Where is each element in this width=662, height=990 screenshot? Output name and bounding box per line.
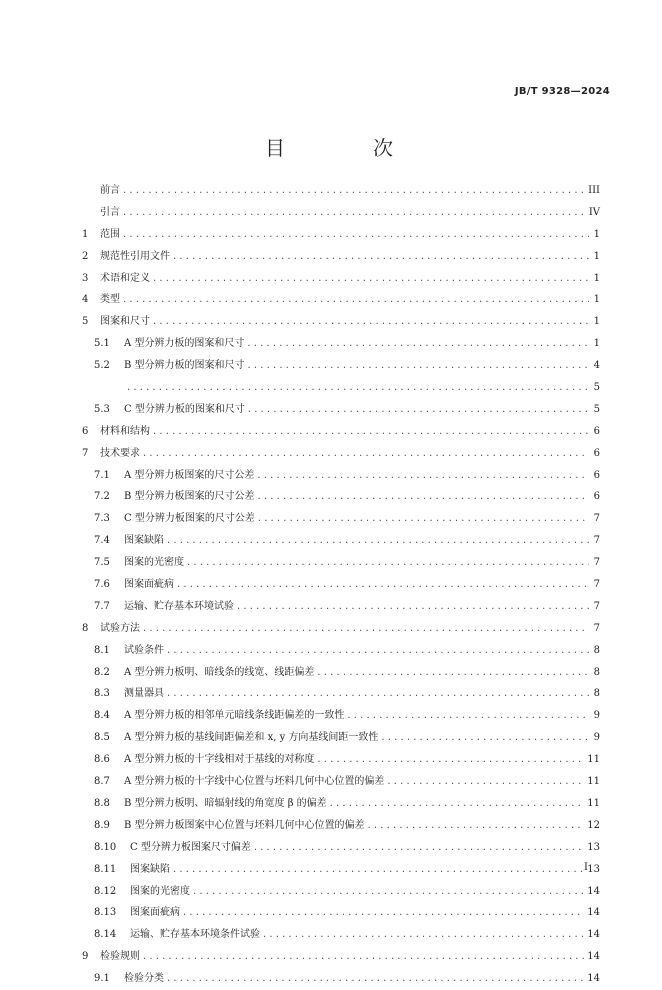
toc-entry-number: 5 [82, 316, 89, 328]
toc-entry-label: A 型分辨力板的十字线相对于基线的对称度 [124, 754, 315, 766]
toc-entry-page: 6 [593, 425, 600, 437]
toc-entry-label: 检验规则 [100, 951, 140, 963]
toc-entry[interactable] [82, 705, 600, 727]
toc-entry-number: 7.2 [94, 491, 110, 503]
table-of-contents [82, 180, 600, 990]
toc-entry-page: 11 [587, 776, 600, 788]
toc-entry-page: 5 [593, 403, 600, 415]
dot-leader [368, 815, 585, 837]
toc-entry-number: 8.3 [94, 688, 110, 700]
toc-entry[interactable] [82, 552, 600, 574]
toc-entry-page: 7 [593, 622, 600, 634]
toc-entry-number: 8.5 [94, 732, 110, 744]
toc-entry-label: B 型分辨力板明、暗辐射线的角宽度 β 的偏差 [124, 797, 327, 809]
toc-entry-page: 14 [587, 885, 600, 897]
toc-entry-page: 1 [593, 228, 600, 240]
toc-entry-page: 11 [587, 797, 600, 809]
toc-entry-number: 8 [82, 622, 89, 634]
toc-entry[interactable] [82, 530, 600, 552]
toc-entry-page: 5 [593, 382, 600, 394]
toc-entry[interactable] [82, 246, 600, 268]
dot-leader [143, 443, 589, 465]
dot-leader [187, 552, 589, 574]
toc-entry[interactable] [82, 618, 600, 640]
toc-entry[interactable] [82, 486, 600, 508]
dot-leader [173, 246, 589, 268]
toc-entry-page: 6 [593, 469, 600, 481]
toc-entry-number: 5.3 [94, 403, 110, 415]
dot-leader [143, 946, 584, 968]
toc-entry[interactable] [82, 683, 600, 705]
toc-entry-number: 5.1 [94, 338, 110, 350]
toc-entry[interactable] [82, 508, 600, 530]
toc-entry[interactable] [82, 443, 600, 465]
dot-leader [347, 705, 589, 727]
dot-leader [263, 924, 584, 946]
dot-leader [153, 311, 589, 333]
toc-entry-number: 8.12 [94, 885, 117, 897]
toc-entry[interactable] [82, 924, 600, 946]
toc-entry-label: A 型分辨力板的十字线中心位置与坯料几何中心位置的偏差 [124, 776, 385, 788]
dot-leader [123, 180, 585, 202]
toc-entry-page: 11 [587, 754, 600, 766]
toc-entry-page: 14 [587, 951, 600, 963]
toc-entry-label: 前言 [100, 185, 120, 196]
dot-leader [123, 202, 586, 224]
toc-entry-page: 1 [593, 294, 600, 306]
toc-entry-label: 图案和尺寸 [100, 316, 150, 328]
dot-leader [167, 530, 589, 552]
dot-leader [257, 465, 589, 487]
toc-entry-number: 8.4 [94, 710, 110, 722]
toc-entry-label: 运输、贮存基本环境试验 [124, 600, 234, 612]
toc-entry[interactable] [82, 289, 600, 311]
toc-entry-label: 图案缺陷 [130, 863, 170, 875]
dot-leader [167, 683, 589, 705]
toc-entry-number: 5.2 [94, 360, 110, 372]
toc-entry-number: 7.5 [94, 557, 110, 569]
toc-entry-label: 试验条件 [124, 644, 164, 656]
toc-entry[interactable] [82, 771, 600, 793]
toc-entry-label: A 型分辨力板图案的尺寸公差 [124, 469, 255, 481]
toc-entry[interactable] [82, 202, 600, 224]
toc-entry-page: 14 [587, 907, 600, 919]
toc-entry-page: 14 [587, 929, 600, 941]
toc-entry-number: 8.10 [94, 841, 117, 853]
dot-leader [167, 968, 584, 990]
toc-entry[interactable] [82, 727, 600, 749]
dot-leader [247, 333, 589, 355]
page-number: I [584, 862, 588, 873]
dot-leader [330, 793, 585, 815]
toc-entry-page: 1 [593, 250, 600, 262]
toc-entry-page: 14 [587, 973, 600, 985]
toc-entry[interactable] [82, 333, 600, 355]
dot-leader [127, 377, 589, 399]
toc-entry-page: 1 [593, 316, 600, 328]
toc-entry-page: 1 [593, 338, 600, 350]
toc-entry-label: C 型分辨力板的图案和尺寸 [124, 403, 245, 415]
toc-entry-page: 7 [593, 513, 600, 525]
toc-entry-label: 类型 [100, 294, 120, 306]
toc-entry[interactable] [82, 465, 600, 487]
toc-entry[interactable] [82, 968, 600, 990]
toc-entry-page: 4 [593, 360, 600, 372]
toc-entry-number: 8.11 [94, 863, 117, 875]
toc-entry[interactable] [82, 268, 600, 290]
dot-leader [153, 268, 589, 290]
toc-entry-page: 7 [593, 579, 600, 591]
toc-entry-page: 9 [593, 732, 600, 744]
toc-entry-label: 材料和结构 [100, 425, 150, 437]
toc-entry[interactable] [82, 399, 600, 421]
toc-entry-page: 12 [587, 819, 600, 831]
toc-entry-label: 测量器具 [124, 688, 164, 700]
toc-entry-page: 1 [593, 272, 600, 284]
toc-entry-label: A 型分辨力板的相邻单元暗线条线距偏差的一致性 [124, 710, 345, 722]
toc-entry-label: A 型分辨力板的基线间距偏差和 x, y 方向基线间距一致性 [124, 732, 379, 744]
toc-entry-number: 8.2 [94, 666, 110, 678]
toc-entry-number: 8.14 [94, 929, 117, 941]
toc-entry-number: 7.3 [94, 513, 110, 525]
toc-entry-number: 9.1 [94, 973, 110, 985]
dot-leader [173, 859, 584, 881]
toc-entry-label: 规范性引用文件 [100, 250, 170, 262]
toc-entry-number: 1 [82, 228, 89, 240]
toc-entry-page: 9 [593, 710, 600, 722]
toc-entry-number: 2 [82, 250, 89, 262]
dot-leader [387, 771, 584, 793]
dot-leader [254, 837, 584, 859]
dot-leader [258, 508, 589, 530]
toc-entry-label: 试验方法 [100, 622, 140, 634]
toc-entry[interactable] [82, 180, 600, 202]
toc-entry-number: 8.1 [94, 644, 110, 656]
dot-leader [123, 224, 589, 246]
dot-leader [143, 618, 589, 640]
toc-entry[interactable] [82, 859, 600, 881]
dot-leader [248, 355, 589, 377]
toc-entry-page: 7 [593, 600, 600, 612]
toc-entry-label: B 型分辨力板图案中心位置与坯料几何中心位置的偏差 [124, 819, 365, 831]
toc-entry-label: 范围 [100, 228, 120, 240]
toc-entry-label: 图案的光密度 [124, 557, 184, 569]
toc-entry[interactable] [82, 311, 600, 333]
toc-entry[interactable] [82, 596, 600, 618]
toc-entry[interactable] [82, 377, 600, 399]
dot-leader [177, 574, 589, 596]
toc-entry-page: IV [588, 206, 600, 218]
toc-entry[interactable] [82, 662, 600, 684]
toc-entry-page: 8 [593, 644, 600, 656]
toc-entry-label: 运输、贮存基本环境条件试验 [130, 929, 260, 941]
toc-entry-number: 7.7 [94, 600, 110, 612]
dot-leader [248, 399, 589, 421]
toc-entry-page: 13 [587, 841, 600, 853]
dot-leader [183, 902, 584, 924]
toc-entry[interactable] [82, 881, 600, 903]
toc-entry-page: 6 [593, 491, 600, 503]
toc-entry[interactable] [82, 421, 600, 443]
standard-code: JB/T 9328—2024 [514, 86, 610, 97]
toc-entry-label: 技术要求 [100, 447, 140, 459]
toc-entry-number: 8.6 [94, 754, 110, 766]
dot-leader [381, 727, 589, 749]
dot-leader [258, 486, 589, 508]
toc-entry-number: 4 [82, 294, 89, 306]
toc-entry-label: B 型分辨力板图案的尺寸公差 [124, 491, 255, 503]
toc-entry-number: 3 [82, 272, 89, 284]
dot-leader [317, 749, 584, 771]
toc-entry-number: 8.7 [94, 776, 110, 788]
toc-entry-page: 6 [593, 447, 600, 459]
toc-entry-label: C 型分辨力板图案的尺寸公差 [124, 513, 255, 525]
toc-entry-label: C 型分辨力板图案尺寸偏差 [130, 841, 251, 853]
toc-entry-label: B 型分辨力板的图案和尺寸 [124, 360, 245, 372]
toc-entry-page: III [588, 185, 600, 196]
toc-entry-number: 7.4 [94, 535, 110, 547]
toc-entry-label: A 型分辨力板的图案和尺寸 [124, 338, 245, 350]
toc-entry-number: 6 [82, 425, 89, 437]
toc-entry[interactable] [82, 640, 600, 662]
toc-entry-page: 7 [593, 557, 600, 569]
toc-entry-number: 8.8 [94, 797, 110, 809]
toc-entry-number: 7.6 [94, 579, 110, 591]
toc-entry-label: 图案面疵病 [130, 907, 180, 919]
toc-entry-label: A 型分辨力板明、暗线条的线宽、线距偏差 [124, 666, 315, 678]
toc-entry-page: 13 [587, 863, 600, 875]
toc-entry-label: 图案缺陷 [124, 535, 164, 547]
toc-entry-label: 术语和定义 [100, 272, 150, 284]
toc-entry[interactable] [82, 946, 600, 968]
toc-entry-number: 8.13 [94, 907, 117, 919]
dot-leader [167, 640, 589, 662]
toc-entry[interactable] [82, 749, 600, 771]
toc-entry[interactable] [82, 837, 600, 859]
dot-leader [237, 596, 589, 618]
toc-entry-label: 图案面疵病 [124, 579, 174, 591]
toc-entry[interactable] [82, 815, 600, 837]
toc-entry[interactable] [82, 355, 600, 377]
dot-leader [317, 662, 589, 684]
toc-entry[interactable] [82, 793, 600, 815]
toc-entry-label: 检验分类 [124, 973, 164, 985]
toc-entry[interactable] [82, 224, 600, 246]
toc-entry-number: 7.1 [94, 469, 110, 481]
dot-leader [123, 289, 589, 311]
toc-entry-page: 7 [593, 535, 600, 547]
toc-entry[interactable] [82, 574, 600, 596]
dot-leader [193, 881, 584, 903]
dot-leader [153, 421, 589, 443]
toc-entry-label: 图案的光密度 [130, 885, 190, 897]
toc-entry-number: 9 [82, 951, 89, 963]
toc-entry-page: 8 [593, 688, 600, 700]
toc-entry-number: 7 [82, 447, 89, 459]
toc-entry-label: 引言 [100, 206, 120, 218]
toc-entry-page: 8 [593, 666, 600, 678]
toc-entry-number: 8.9 [94, 819, 110, 831]
page-title: 目 次 [265, 136, 427, 160]
toc-entry[interactable] [82, 902, 600, 924]
